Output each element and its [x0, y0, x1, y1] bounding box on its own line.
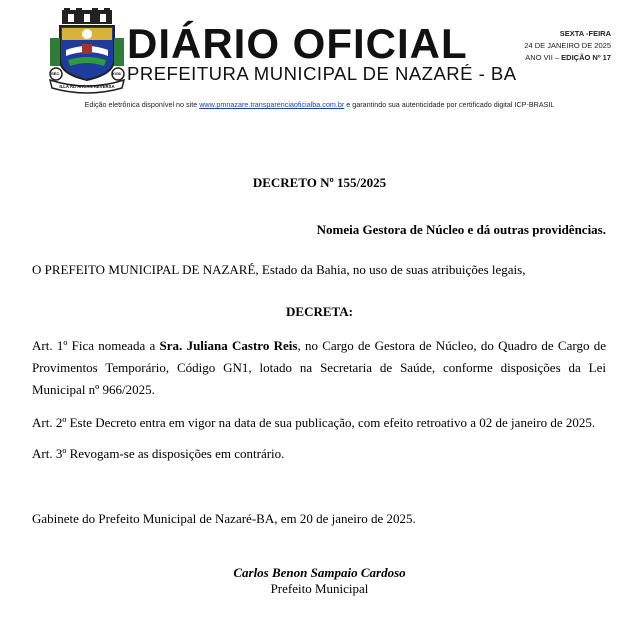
decree-preamble: O PREFEITO MUNICIPAL DE NAZARÉ, Estado da Bahia, no uso de suas atribuições legais, — [32, 262, 526, 277]
issue-year: ANO VII – — [525, 53, 562, 62]
municipal-coat-of-arms — [48, 8, 126, 94]
closing-statement: Gabinete do Prefeito Municipal de Nazaré-BA, em 20 de janeiro de 2025. — [32, 511, 416, 526]
page-header — [0, 0, 639, 100]
decree-title: DECRETO Nº 155/2025 — [252, 175, 387, 190]
edition-notice-text-end: e garantindo sua autenticidade por certificado digital ICP-BRASIL — [344, 100, 555, 109]
newspaper-subtitle: PREFEITURA MUNICIPAL DE NAZARÉ - BA — [127, 63, 517, 84]
signer-name: Carlos Benon Sampaio Cardoso — [233, 565, 406, 580]
article-1 — [32, 335, 606, 401]
crest-motto: ILLA AD ARCAN REVERSA — [59, 84, 115, 89]
signer-role: Prefeito Municipal — [270, 581, 369, 596]
decreta-heading: DECRETA: — [286, 304, 353, 319]
issue-info — [524, 28, 611, 64]
signature-block — [0, 565, 639, 597]
edition-notice-text: Edição eletrônica disponível no site — [84, 100, 200, 109]
issue-edition-line — [524, 52, 611, 64]
issue-edition: EDIÇÃO Nº 17 — [561, 53, 611, 62]
newspaper-title: DIÁRIO OFICIAL — [127, 20, 468, 67]
crest-left-label: SÉC — [51, 71, 60, 76]
crest-right-label: XVIII — [112, 71, 121, 76]
issue-date: 24 DE JANEIRO DE 2025 — [524, 41, 611, 50]
decree-summary: Nomeia Gestora de Núcleo e dá outras providências. — [316, 222, 606, 237]
appointee-name: Sra. Juliana Castro Reis — [159, 338, 298, 353]
article-3: Art. 3º Revogam-se as disposições em contrário. — [32, 446, 285, 461]
transparency-site-link[interactable]: www.pmnazare.transparenciaoficialba.com.br — [199, 100, 345, 109]
edition-notice — [0, 100, 639, 109]
article-2: Art. 2º Este Decreto entra em vigor na data de sua publicação, com efeito retroativo a 02 de janeiro de 2025. — [32, 415, 596, 430]
article-1-prefix: Art. 1º Fica nomeada a — [32, 338, 160, 353]
article-1-text: , no Cargo de Gestora de Núcleo, do Quadro de Cargo de Provimentos Temporário, Código GN1, lotado na Secretaria de Saúde, conforme disposições da Lei Municipal nº 966/2025. — [32, 338, 607, 397]
issue-weekday: SEXTA -FEIRA — [559, 29, 611, 38]
